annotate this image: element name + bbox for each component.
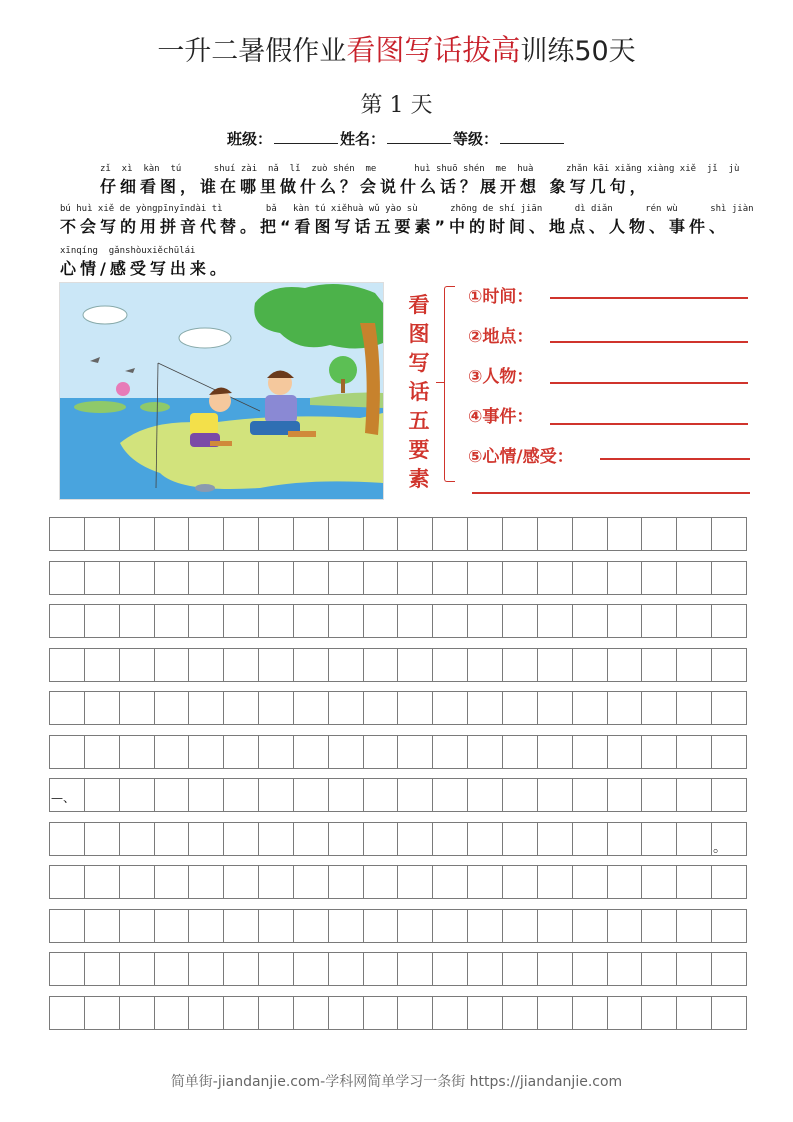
- five-elements-panel: [400, 282, 760, 497]
- grid-row[interactable]: [49, 604, 747, 638]
- title-char: 要: [408, 437, 430, 462]
- element-feeling-label: ⑤心情/感受：: [468, 447, 574, 467]
- element-place-field[interactable]: [550, 341, 748, 343]
- title-char: 写: [408, 350, 430, 375]
- name-field[interactable]: [387, 129, 451, 144]
- day-label: 第 1 天: [360, 93, 433, 118]
- title-char: 看: [408, 292, 430, 317]
- grade-field[interactable]: [500, 129, 564, 144]
- title-highlight: 看图写话拔高: [346, 33, 521, 67]
- pinyin-text: zǐ xì kàn tú shuí zài nǎ lǐ zuò shén me huì shuō shén me huà zhǎn kāi xiǎng xiàng xiě jǐ jù: [100, 164, 740, 174]
- title-suffix: 训练50天: [520, 36, 636, 67]
- bracket-shape: [444, 286, 455, 482]
- grid-row[interactable]: [49, 952, 747, 986]
- pinyin-text: xīnqíng gǎnshòuxiěchūlái: [60, 246, 196, 256]
- hanzi-text: 仔细看图，谁在哪里做什么？会说什么话？展开想 象写几句，: [100, 177, 650, 196]
- title-char: 话: [408, 379, 430, 404]
- element-extra-line[interactable]: [472, 492, 750, 494]
- grade-label: 等级：: [453, 130, 499, 148]
- grid-mark-dash: —、: [51, 791, 76, 805]
- element-people-label: ③人物：: [468, 367, 534, 387]
- grid-row[interactable]: [49, 561, 747, 595]
- hanzi-text: 不会写的用拼音代替。把“看图写话五要素”中的时间、地点、人物、事件、: [60, 217, 730, 236]
- grid-row[interactable]: [49, 648, 747, 682]
- element-feeling-field[interactable]: [600, 458, 750, 460]
- element-time-label: ①时间：: [468, 287, 534, 307]
- grid-row[interactable]: [49, 735, 747, 769]
- worksheet-title: [0, 28, 793, 69]
- grid-row[interactable]: [49, 996, 747, 1030]
- hanzi-text: 心情/感受写出来。: [60, 259, 230, 278]
- instruction-line-2: [60, 204, 754, 237]
- grid-row[interactable]: [49, 909, 747, 943]
- grid-row[interactable]: [49, 865, 747, 899]
- grid-row[interactable]: [49, 822, 747, 856]
- element-time-field[interactable]: [550, 297, 748, 299]
- instruction-line-1: [100, 164, 739, 197]
- grid-row[interactable]: [49, 778, 747, 812]
- student-info-row: [0, 128, 793, 149]
- footer-watermark: 简单街-jiandanjie.com-学科网简单学习一条街 https://jiandanjie.com: [170, 1074, 623, 1090]
- pinyin-text: bú huì xiě de yòngpīnyīndài tì bǎ kàn tú xiěhuà wǔ yào sù zhōng de shí jiān dì diǎn rén wù shì jiàn: [60, 204, 754, 214]
- bracket-tick: [436, 382, 445, 383]
- fishing-illustration: [59, 282, 384, 500]
- element-event-field[interactable]: [550, 423, 748, 425]
- grid-row[interactable]: [49, 691, 747, 725]
- grid-row[interactable]: [49, 517, 747, 551]
- title-char: 图: [408, 321, 430, 346]
- element-people-field[interactable]: [550, 382, 748, 384]
- five-elements-vertical-title: [406, 290, 432, 493]
- title-char: 五: [408, 408, 430, 433]
- class-field[interactable]: [274, 129, 338, 144]
- grid-mark-period: 。: [713, 840, 727, 856]
- title-prefix: 一升二暑假作业: [157, 36, 347, 67]
- element-event-label: ④事件：: [468, 407, 534, 427]
- element-place-label: ②地点：: [468, 327, 534, 347]
- instruction-line-3: [60, 246, 230, 279]
- title-char: 素: [408, 466, 430, 491]
- class-label: 班级：: [226, 130, 272, 148]
- name-label: 姓名：: [339, 130, 385, 148]
